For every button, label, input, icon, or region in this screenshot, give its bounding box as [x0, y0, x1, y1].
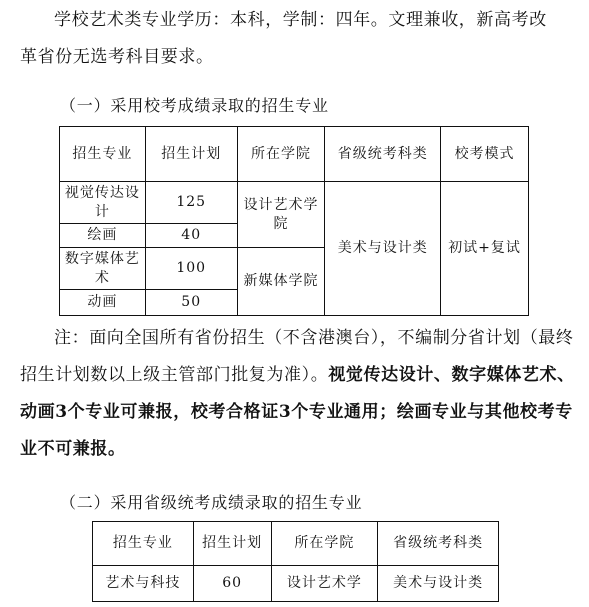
header-exam-category: 省级统考科类 [378, 522, 499, 566]
college-cell: 设计艺术学院 [237, 182, 325, 248]
header-major: 招生专业 [93, 522, 194, 566]
plan-cell: 60 [193, 566, 271, 602]
note-bold-text: 视觉传达设计、数字媒体艺术、动画3个专业可兼报，校考合格证3个专业通用；绘画专业与其他校考专业不可兼报。 [20, 365, 575, 459]
header-exam-category: 省级统考科类 [325, 127, 441, 182]
major-cell: 动画 [60, 290, 146, 316]
intro-line-1: 学校艺术类专业学历：本科，学制：四年。文理兼收，新高考改 [54, 10, 547, 30]
header-major: 招生专业 [60, 127, 146, 182]
header-college: 所在学院 [271, 522, 378, 566]
exam-category-cell: 美术与设计类 [378, 566, 499, 602]
college-cell: 新媒体学院 [237, 248, 325, 316]
provincial-exam-majors-table [92, 521, 499, 602]
exam-mode-cell: 初试+复试 [441, 182, 529, 316]
college-cell: 设计艺术学 [271, 566, 378, 602]
note-text: 注：面向全国所有省份招生（不含港澳台），不编制分省计划（最终招生计划数以上级主管部门批复为准）。 [20, 328, 574, 385]
table-row [60, 182, 529, 224]
section-1-heading: （一）采用校考成绩录取的招生专业 [60, 96, 329, 115]
major-cell: 艺术与科技 [93, 566, 194, 602]
table-header-row [60, 127, 529, 182]
plan-cell: 100 [145, 248, 237, 290]
plan-cell: 125 [145, 182, 237, 224]
note-paragraph [20, 320, 576, 468]
plan-cell: 40 [145, 224, 237, 248]
school-exam-majors-table [59, 126, 529, 316]
major-cell: 绘画 [60, 224, 146, 248]
intro-line-2: 革省份无选考科目要求。 [20, 47, 214, 67]
table-row [93, 566, 499, 602]
header-college: 所在学院 [237, 127, 325, 182]
section-2-heading: （二）采用省级统考成绩录取的招生专业 [60, 493, 363, 512]
header-plan: 招生计划 [145, 127, 237, 182]
table-header-row [93, 522, 499, 566]
header-exam-mode: 校考模式 [441, 127, 529, 182]
intro-paragraph [20, 2, 576, 76]
plan-cell: 50 [145, 290, 237, 316]
major-cell: 视觉传达设计 [60, 182, 146, 224]
header-plan: 招生计划 [193, 522, 271, 566]
exam-category-cell: 美术与设计类 [325, 182, 441, 316]
major-cell: 数字媒体艺术 [60, 248, 146, 290]
